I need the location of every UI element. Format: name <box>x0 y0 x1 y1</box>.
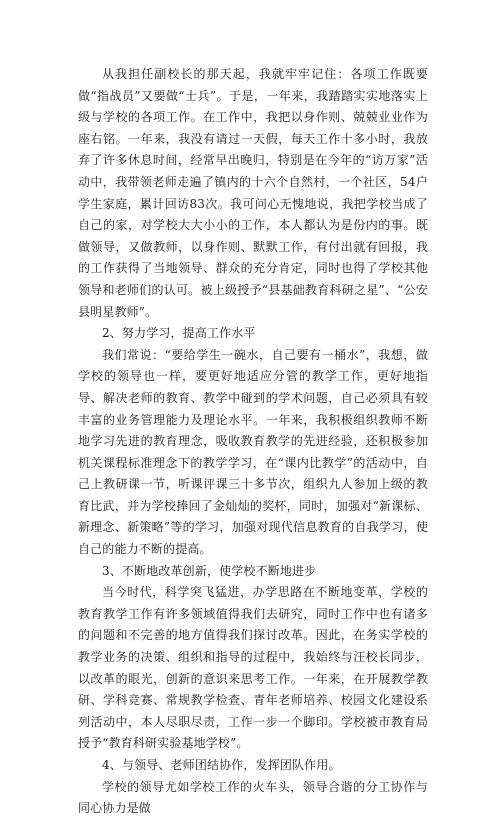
paragraph-4: 学校的领导尤如学校工作的火车头，领导合谐的分工协作与同心协力是做 <box>78 779 428 816</box>
section-heading-3: 3、不断地改革创新，使学校不断地进步 <box>102 563 317 578</box>
paragraph-2: 我们常说：“要给学生一碗水，自己要有一桶水”，我想，做学校的领导也一样，要更好地适应分管的教学工作，更好地指导、解决老师的教育、教学中碰到的学术问题，自己必须具有较丰富的业务管理能力及理论水平。一年来，我积极组织教师不断地学习先进的教育理念，吸收教育教学的先进经验，还积极参加机关课程标准理念下的教学学习，在“课内比教学”的活动中，自己上教研课一节，听课评课三十多节次，组织九人参加上级的教育比武，并为学校捧回了金灿灿的奖杯，同时，加强对“新课标、新理念、新策略”等的学习，加强对现代信息教育的自我学习，使自己的能力不断的提高。 <box>78 347 428 557</box>
section-heading-4: 4、与领导、老师团结协作，发挥团队作用。 <box>102 758 341 772</box>
section-heading-2: 2、努力学习，提高工作水平 <box>102 326 256 341</box>
paragraph-3: 当今时代，科学突飞猛进，办学思路在不断地变革，学校的教育教学工作有许多领域值得我们去研究，同时工作中也有诸多的问题和不完善的地方值得我们探讨改革。因此，在务实学校的教学业务的决策、组织和指导的过程中，我始终与汪校长同步，以改革的眼光，创新的意识来思考工作。一年来，在开展教学教研、学科竞赛、常规教学检查、青年老师培养、校园文化建设系列活动中，本人尽职尽责，工作一步一个脚印。学校被市教育局授予“教育科研实验基地学校”。 <box>78 585 428 751</box>
paragraph-1: 从我担任副校长的那天起，我就牢牢记住：各项工作既要做“指战员”又要做“士兵”。于是，一年来，我踏踏实实地落实上级与学校的各项工作。在工作中，我把以身作则、兢兢业业作为座右铭。一年来，我没有请过一天假，每天工作十多小时，我放弃了许多休息时间，经常早出晚归，特别是在今年的“访万家”活动中，我带领老师走遍了镇内的十六个自然村，一个社区，54户学生家庭，累计回访83次。我可问心无愧地说，我把学校当成了自己的家，对学校大大小小的工作，本人都认为是份内的事。既做领导，又做教师，以身作则、默默工作，有付出就有回报，我的工作获得了当地领导、群众的充分肯定，同时也得了学校其他领导和老师们的认可。被上级授予“县基础教育科研之星”、“公安县明星教师”。 <box>78 67 428 319</box>
